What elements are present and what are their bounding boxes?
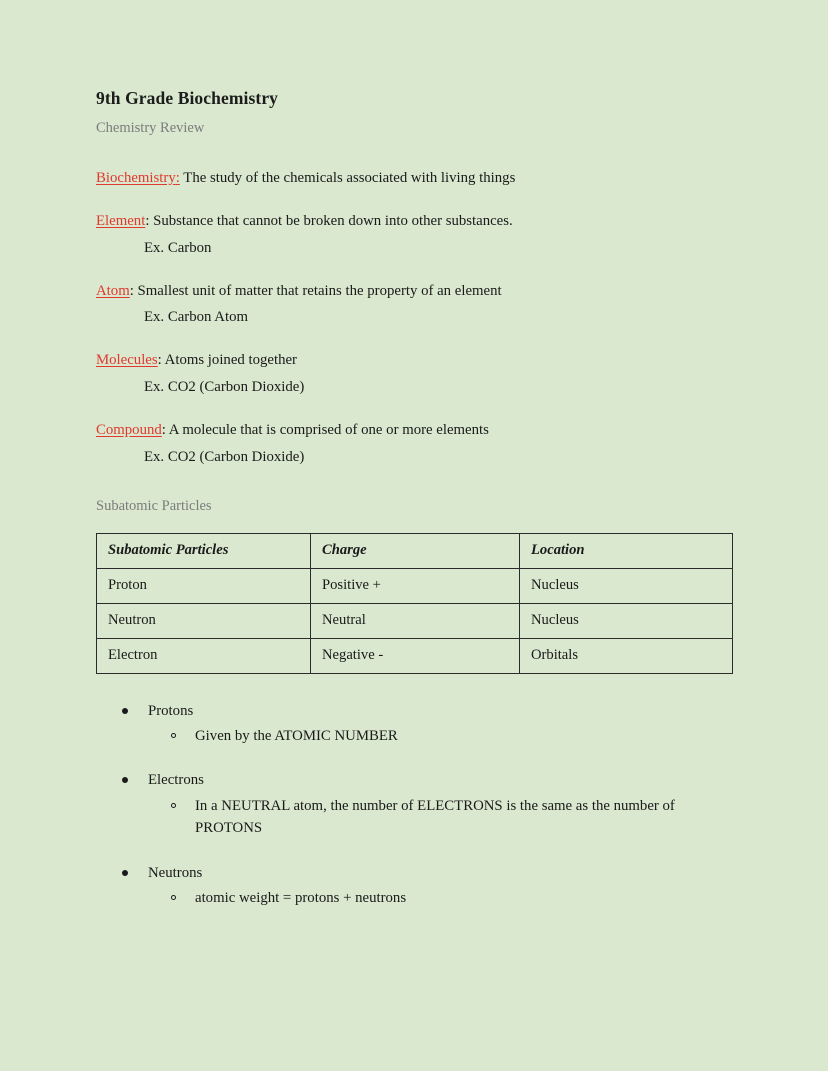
sub-list-item — [96, 887, 732, 909]
spacer — [96, 138, 732, 168]
table-row — [97, 603, 733, 638]
sub-list — [96, 725, 732, 747]
definition-text: Smallest unit of matter that retains the property of an element — [133, 282, 502, 299]
list-item — [96, 769, 732, 839]
subatomic-particles-table — [96, 533, 733, 674]
particle-notes-list — [96, 700, 732, 910]
table-cell: Proton — [97, 568, 311, 603]
definition-entry-compound — [96, 420, 732, 441]
page-title: 9th Grade Biochemistry — [96, 88, 279, 108]
sub-list-item — [96, 795, 732, 840]
table-cell: Orbitals — [520, 638, 733, 673]
bullet-label — [96, 700, 732, 722]
definition-colon: : — [161, 422, 166, 439]
list-item — [96, 700, 732, 748]
spacer — [96, 328, 732, 350]
spacer — [96, 468, 732, 498]
definition-entry-molecules — [96, 350, 732, 371]
sub-list-item — [96, 725, 732, 747]
bullet-text: Electrons — [148, 772, 204, 789]
definition-example: Ex. Carbon Atom — [144, 309, 248, 326]
definition-entry-atom — [96, 281, 732, 302]
definition-entry-biochemistry — [96, 168, 732, 189]
sub-list — [96, 795, 732, 840]
table-cell: Negative - — [311, 638, 520, 673]
definition-colon: : — [145, 213, 150, 230]
bullet-label — [96, 769, 732, 791]
bullet-circle-icon — [171, 733, 176, 738]
definition-text: A molecule that is comprised of one or more elements — [165, 422, 489, 439]
definition-colon: : — [129, 282, 134, 299]
spacer — [96, 398, 732, 420]
list-item — [96, 862, 732, 910]
definition-text: Atoms joined together — [161, 352, 297, 369]
table-header-cell: Charge — [311, 533, 520, 568]
table-cell: Nucleus — [520, 568, 733, 603]
table-row — [97, 638, 733, 673]
bullet-dot-icon — [122, 777, 128, 783]
bullet-text: Neutrons — [148, 864, 203, 881]
table-cell: Positive + — [311, 568, 520, 603]
table-row — [97, 568, 733, 603]
sub-list — [96, 887, 732, 909]
sub-bullet-text: Given by the ATOMIC NUMBER — [195, 727, 398, 744]
definition-term: Biochemistry: — [96, 169, 180, 186]
definition-example: Ex. CO2 (Carbon Dioxide) — [144, 378, 305, 395]
definition-term: Compound — [96, 422, 162, 439]
table-cell: Neutral — [311, 603, 520, 638]
definition-entry-element — [96, 211, 732, 232]
table-cell: Nucleus — [520, 603, 733, 638]
table-header-cell: Location — [520, 533, 733, 568]
bullet-label — [96, 862, 732, 884]
definition-text: Substance that cannot be broken down into other substances. — [149, 213, 513, 230]
definition-text: The study of the chemicals associated with living things — [179, 169, 516, 186]
table-cell: Neutron — [97, 603, 311, 638]
spacer — [96, 259, 732, 281]
bullet-text: Protons — [148, 702, 194, 719]
definition-term: Molecules — [96, 352, 158, 369]
table-header-row — [97, 533, 733, 568]
definition-colon: : — [157, 352, 162, 369]
bullet-dot-icon — [122, 708, 128, 714]
table-cell: Electron — [97, 638, 311, 673]
bullet-dot-icon — [122, 870, 128, 876]
definition-term: Element — [96, 213, 146, 230]
section-label-subatomic-particles: Subatomic Particles — [96, 497, 212, 514]
table-header-cell: Subatomic Particles — [97, 533, 311, 568]
page-subtitle: Chemistry Review — [96, 119, 205, 136]
sub-bullet-text: atomic weight = protons + neutrons — [195, 889, 407, 906]
sub-bullet-text: In a NEUTRAL atom, the number of ELECTRONS is the same as the number of PROTONS — [195, 797, 675, 837]
bullet-circle-icon — [171, 895, 176, 900]
bullet-circle-icon — [171, 803, 176, 808]
definition-term: Atom — [96, 282, 130, 299]
definition-example: Ex. CO2 (Carbon Dioxide) — [144, 448, 305, 465]
definition-example: Ex. Carbon — [144, 239, 212, 256]
